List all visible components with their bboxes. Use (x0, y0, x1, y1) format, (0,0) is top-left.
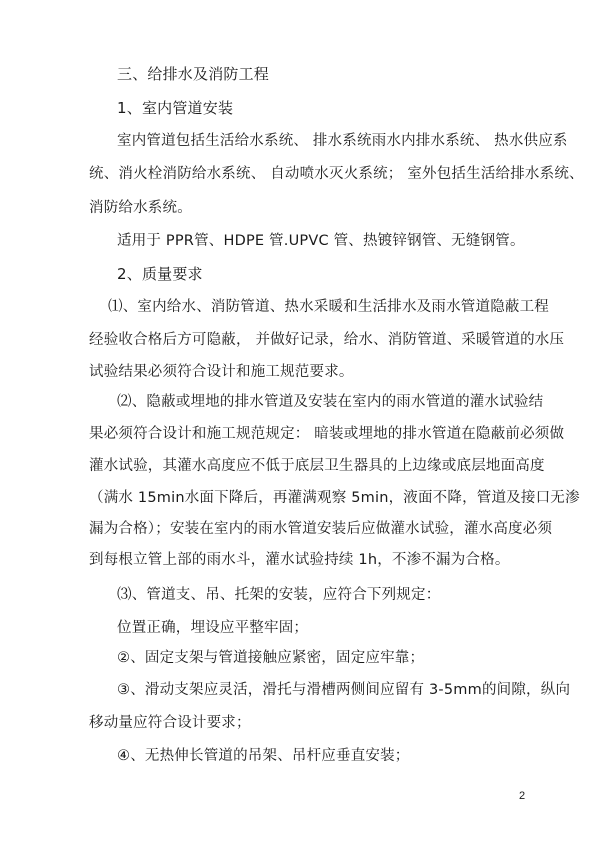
page-number: 2 (519, 790, 526, 802)
item-3-line-1: ⑶、管道支、吊、托架的安装，应符合下列规定： (117, 587, 441, 603)
item-6: ④、无热伸长管道的吊架、吊杆应垂直安装； (117, 748, 410, 764)
subsection-title-1: 1、室内管道安装 (117, 99, 234, 117)
paragraph-1-line-2: 统、消火栓消防给水系统、 自动喷水灭火系统； 室外包括生活给排水系统、 (89, 166, 584, 182)
paragraph-1-line-3: 消防给水系统。 (89, 200, 192, 216)
item-2-line-2: 果必须符合设计和施工规范规定： 暗装或埋地的排水管道在隐蔽前必须做 (89, 426, 565, 442)
item-2-line-1: ⑵、隐蔽或埋地的排水管道及安装在室内的雨水管道的灌水试验结 (117, 394, 544, 410)
item-5-line-2: 移动量应符合设计要求； (89, 715, 251, 731)
item-2-line-3: 灌水试验，其灌水高度应不低于底层卫生器具的上边缘或底层地面高度 (89, 458, 545, 474)
item-1-line-3: 试验结果必须符合设计和施工规范要求。 (89, 364, 354, 380)
item-3-line-2: 位置正确，埋设应平整牢固； (117, 620, 309, 636)
subsection-title-2: 2、质量要求 (117, 265, 203, 283)
paragraph-2: 适用于 PPR管、HDPE 管.UPVC 管、热镀锌钢管、无缝钢管。 (117, 233, 525, 249)
item-1-line-2: 经验收合格后方可隐蔽， 并做好记录，给水、消防管道、采暖管道的水压 (89, 332, 565, 348)
item-4: ②、固定支架与管道接触应紧密，固定应牢靠； (117, 650, 425, 666)
item-2-line-6: 到每根立管上部的雨水斗，灌水试验持续 1h，不渗不漏为合格。 (89, 552, 510, 568)
item-1-line-1: ⑴、室内给水、消防管道、热水采暖和生活排水及雨水管道隐蔽工程 (108, 299, 549, 315)
item-2-line-4: （满水 15min水面下降后，再灌满观察 5min，液面不降，管道及接口无渗 (89, 490, 580, 506)
item-5-line-1: ③、滑动支架应灵活，滑托与滑槽两侧间应留有 3-5mm的间隙，纵向 (117, 682, 571, 698)
section-title: 三、给排水及消防工程 (117, 65, 270, 83)
paragraph-1-line-1: 室内管道包括生活给水系统、 排水系统雨水内排水系统、 热水供应系 (117, 133, 568, 149)
item-2-line-5: 漏为合格）；安装在室内的雨水管道安装后应做灌水试验，灌水高度必须 (89, 521, 553, 537)
